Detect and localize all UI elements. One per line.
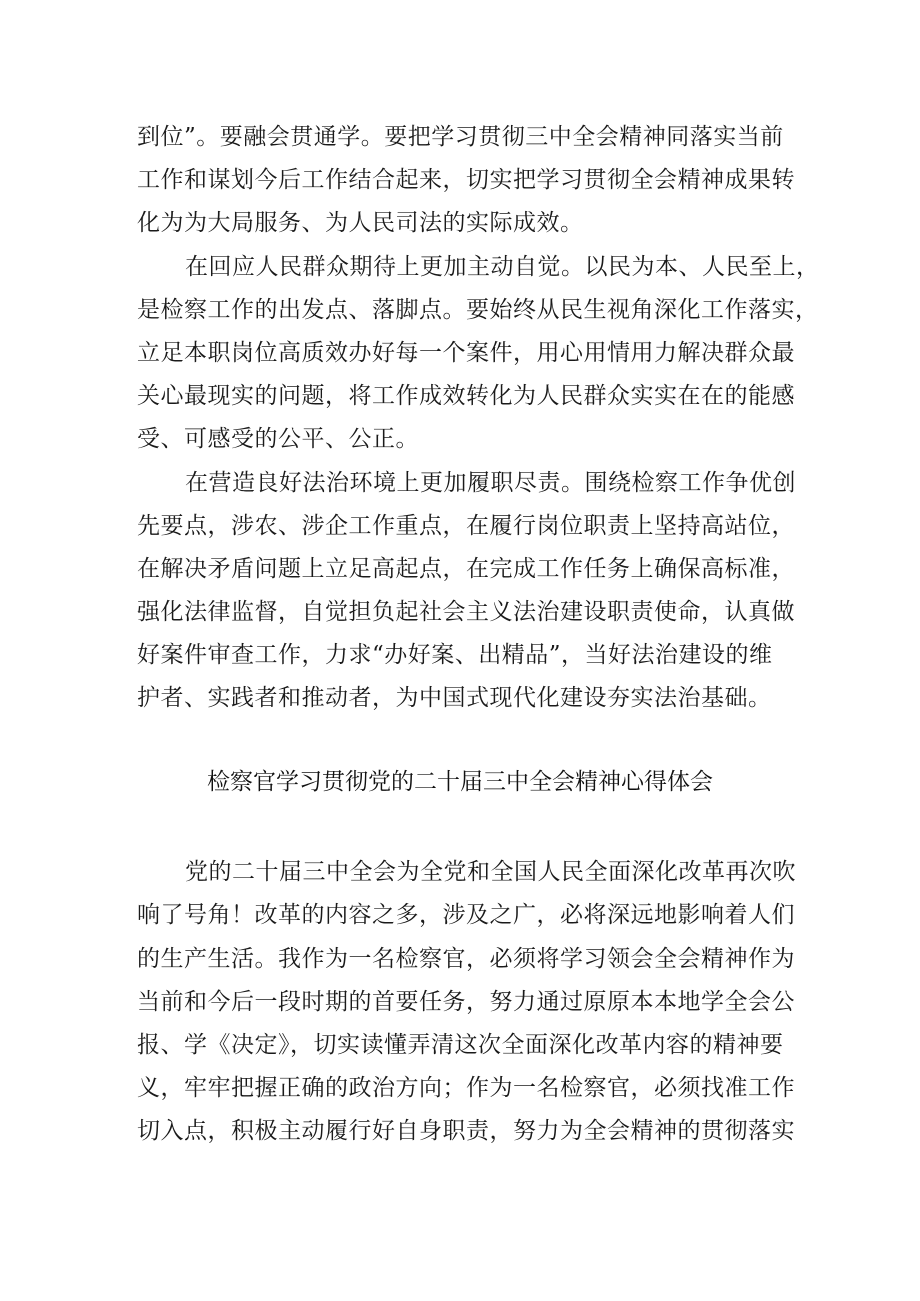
paragraph-line: 义，牢牢把握正确的政治方向；作为一名检察官，必须找准工作 <box>137 1075 795 1101</box>
paragraph-line: 在营造良好法治环境上更加履职尽责。围绕检察工作争优创 <box>185 470 796 496</box>
paragraph-line: 报、学《决定》，切实读懂弄清这次全面深化改革内容的精神要 <box>137 1032 784 1058</box>
paragraph-line: 在回应人民群众期待上更加主动自觉。以民为本、人民至上， <box>185 254 820 280</box>
paragraph-line: 关心最现实的问题，将工作成效转化为人民群众实实在在的能感 <box>137 383 795 409</box>
paragraph-line: 响了号角！改革的内容之多，涉及之广，必将深远地影响着人们 <box>137 902 795 928</box>
section-heading: 检察官学习贯彻党的二十届三中全会精神心得体会 <box>207 769 713 795</box>
paragraph-line: 化为为大局服务、为人民司法的实际成效。 <box>137 210 584 236</box>
paragraph-line: 立足本职岗位高质效办好每一个案件，用心用情用力解决群众最 <box>137 340 795 366</box>
paragraph-line: 到位”。要融会贯通学。要把学习贯彻三中全会精神同落实当前 <box>137 124 784 150</box>
paragraph-line: 党的二十届三中全会为全党和全国人民全面深化改革再次吹 <box>185 859 796 885</box>
paragraph-line: 当前和今后一段时期的首要任务，努力通过原原本本地学全会公 <box>137 989 795 1015</box>
paragraph-line: 是检察工作的出发点、落脚点。要始终从民生视角深化工作落实， <box>137 297 819 323</box>
paragraph-line: 在解决矛盾问题上立足高起点，在完成工作任务上确保高标准， <box>137 556 795 582</box>
paragraph-line: 的生产生活。我作为一名检察官，必须将学习领会全会精神作为 <box>137 946 795 972</box>
paragraph-line: 工作和谋划今后工作结合起来，切实把学习贯彻全会精神成果转 <box>137 167 795 193</box>
paragraph-line: 护者、实践者和推动者，为中国式现代化建设夯实法治基础。 <box>137 685 772 711</box>
paragraph-line: 切入点，积极主动履行好自身职责，努力为全会精神的贯彻落实 <box>137 1118 795 1144</box>
paragraph-line: 强化法律监督，自觉担负起社会主义法治建设职责使命，认真做 <box>137 599 795 625</box>
paragraph-line: 先要点，涉农、涉企工作重点，在履行岗位职责上坚持高站位， <box>137 513 795 539</box>
paragraph-line: 受、可感受的公平、公正。 <box>137 426 419 452</box>
paragraph-line: 好案件审查工作，力求“办好案、出精品”，当好法治建设的维 <box>137 642 773 668</box>
